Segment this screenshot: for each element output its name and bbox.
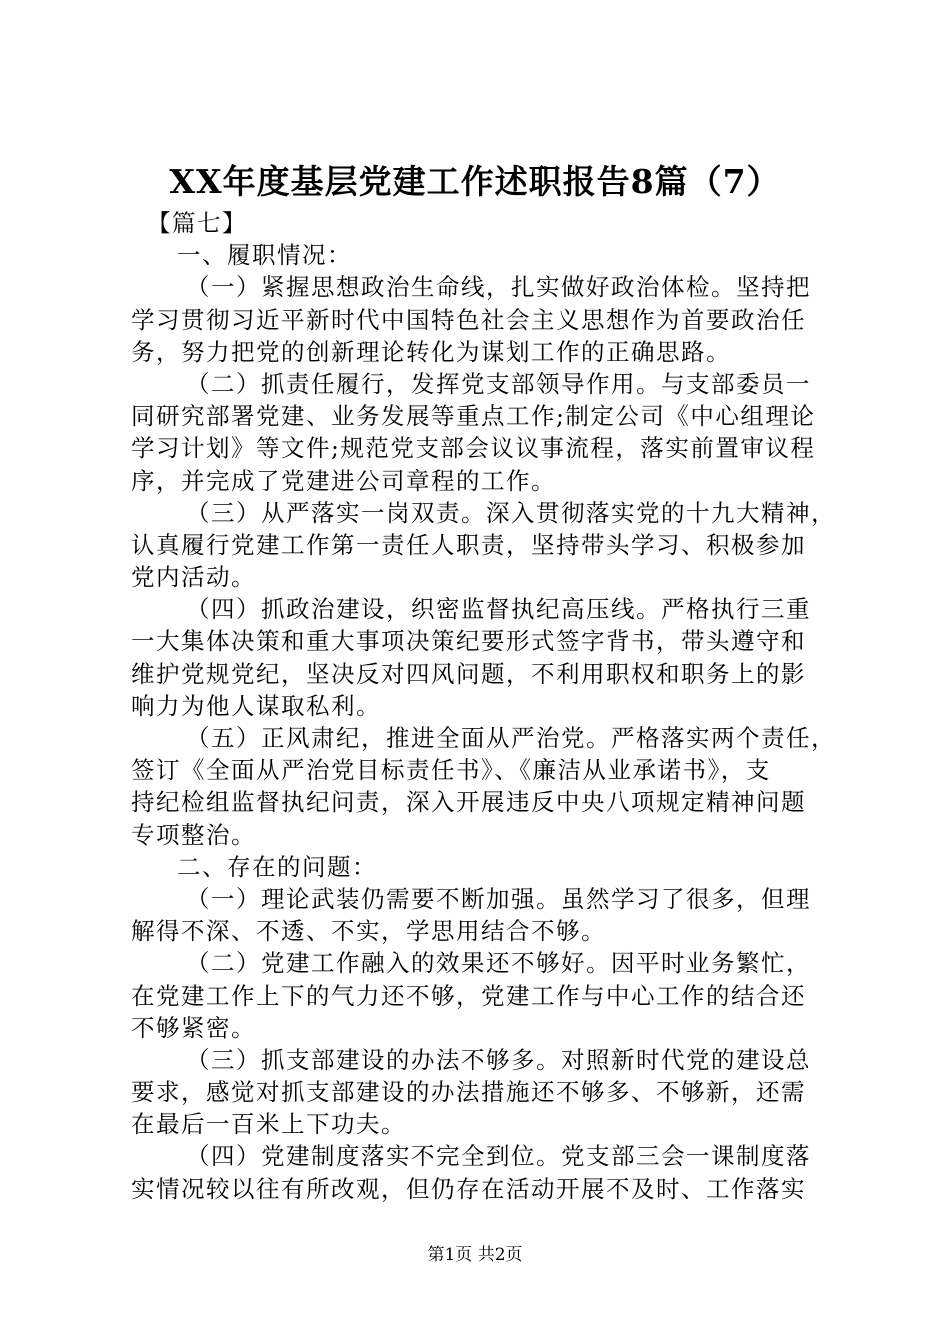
page-footer: 第1页 共2页	[427, 1245, 523, 1265]
document-body	[131, 207, 836, 1205]
text-line: （一）理论武装仍需要不断加强。虽然学习了很多，但理	[186, 884, 811, 913]
text-line: 持纪检组监督执纪问责，深入开展违反中央八项规定精神问题	[131, 788, 806, 817]
text-line: （一）紧握思想政治生命线，扎实做好政治体检。坚持把	[186, 273, 811, 302]
text-line: （四）抓政治建设，织密监督执纪高压线。严格执行三重	[186, 595, 811, 624]
text-line: 同研究部署党建、业务发展等重点工作;制定公司《中心组理论	[131, 402, 816, 431]
text-line: （三）抓支部建设的办法不够多。对照新时代党的建设总	[186, 1045, 811, 1074]
text-line: 二、存在的问题：	[177, 852, 377, 881]
text-line: 签订《全面从严治党目标责任书》、《廉洁从业承诺书》，支	[131, 756, 771, 785]
text-line: 在党建工作上下的气力还不够，党建工作与中心工作的结合还	[131, 981, 806, 1010]
text-line: 党内活动。	[131, 563, 256, 592]
text-line: （三）从严落实一岗双责。深入贯彻落实党的十九大精神，	[186, 498, 836, 527]
text-line: 认真履行党建工作第一责任人职责，坚持带头学习、积极参加	[131, 530, 806, 559]
text-line: 一大集体决策和重大事项决策纪要形式签字背书，带头遵守和	[131, 627, 806, 656]
text-line: 【篇七】	[147, 209, 247, 237]
text-line: 要求，感觉对抓支部建设的办法措施还不够多、不够新，还需	[131, 1078, 806, 1107]
text-line: 实情况较以往有所改观，但仍存在活动开展不及时、工作落实	[131, 1174, 806, 1203]
text-line: （四）党建制度落实不完全到位。党支部三会一课制度落	[186, 1142, 811, 1171]
text-line: 不够紧密。	[131, 1013, 256, 1042]
text-line: （二）党建工作融入的效果还不够好。因平时业务繁忙，	[186, 949, 811, 978]
text-line: 学习贯彻习近平新时代中国特色社会主义思想作为首要政治任	[131, 305, 806, 334]
text-line: 学习计划》等文件;规范党支部会议议事流程，落实前置审议程	[131, 434, 816, 463]
text-line: 维护党规党纪，坚决反对四风问题，不利用职权和职务上的影	[131, 659, 806, 688]
text-line: 解得不深、不透、不实，学思用结合不够。	[131, 917, 606, 946]
text-line: 一、履职情况：	[177, 241, 352, 270]
text-line: 务，努力把党的创新理论转化为谋划工作的正确思路。	[131, 337, 731, 366]
document-title: XX年度基层党建工作述职报告8篇（7）	[169, 162, 781, 201]
text-line: 序，并完成了党建进公司章程的工作。	[131, 466, 556, 495]
text-line: 响力为他人谋取私利。	[131, 691, 381, 720]
text-line: （二）抓责任履行，发挥党支部领导作用。与支部委员一	[186, 369, 811, 398]
text-line: 在最后一百米上下功夫。	[131, 1110, 406, 1139]
text-line: （五）正风肃纪，推进全面从严治党。严格落实两个责任，	[186, 724, 836, 752]
text-line: 专项整治。	[131, 820, 256, 849]
